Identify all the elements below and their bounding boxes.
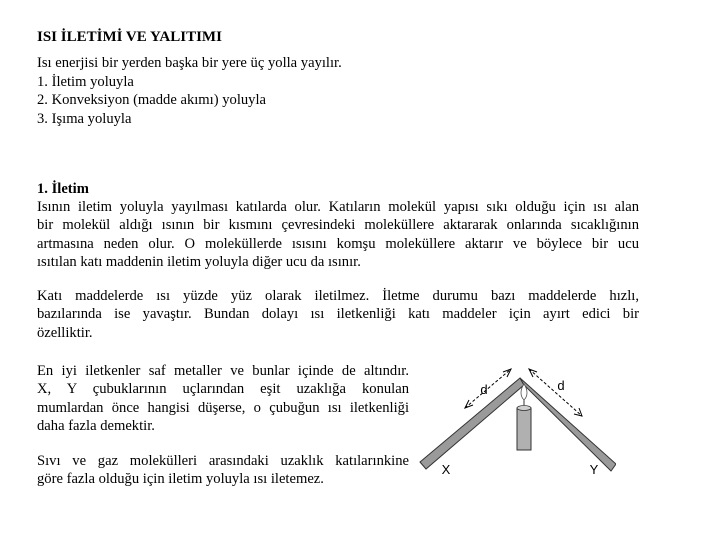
- section-heading: 1. İletim: [37, 181, 89, 197]
- paragraph-line: bir molekül aldığı ısının bir kısmını çevresindeki moleküllere aktararak onlarında sıcaklığının: [37, 217, 639, 234]
- paragraph-line: artmasına neden olur. O moleküllerde ısısını komşu moleküllere aktarır ve böylece bir ucu: [37, 235, 639, 252]
- label-y: Y: [589, 462, 599, 477]
- intro-item: 2. Konveksiyon (madde akımı) yoluyla: [37, 92, 266, 109]
- paragraph-line: X, Y çubuklarının uçlarından eşit uzaklığa konulan: [37, 381, 409, 398]
- paragraph-line: En iyi iletkenler saf metaller ve bunlar içinde de altındır.: [37, 363, 409, 379]
- label-d-right: d: [557, 378, 565, 393]
- paragraph-line: ısıtılan katı maddenin iletim yoluyla diğer ucu da ısınır.: [37, 254, 361, 271]
- paragraph-line: Sıvı ve gaz molekülleri arasındaki uzaklık katılarınkine: [37, 453, 409, 469]
- intro-lead: Isı enerjisi bir yerden başka bir yere üç yolla yayılır.: [37, 55, 342, 71]
- conduction-figure: [416, 358, 616, 486]
- paragraph-line: daha fazla demektir.: [37, 418, 155, 435]
- rod-y: [520, 378, 616, 471]
- paragraph-conduction: [37, 198, 639, 272]
- dimension-right: [529, 369, 582, 416]
- label-d-left: d: [480, 382, 488, 397]
- paragraph-conductivity: [37, 287, 639, 342]
- paragraph-fluids: [37, 452, 409, 489]
- paragraph-line: özelliktir.: [37, 324, 93, 341]
- arrowhead: [503, 369, 511, 377]
- candle-body: [517, 408, 531, 450]
- paragraph-line: Isının iletim yoluyla yayılması katılarda olur. Katıların molekül yapısı sıkı olduğu için ısı alan: [37, 199, 639, 215]
- paragraph-line: göre fazla olduğu için iletim yoluyla ısı iletemez.: [37, 471, 324, 488]
- intro-block: [37, 54, 342, 128]
- paragraph-best-conductors: [37, 362, 409, 436]
- label-x: X: [441, 462, 451, 477]
- page-title: ISI İLETİMİ VE YALITIMI: [37, 29, 222, 45]
- paragraph-line: bazılarında ise yavaştır. Bundan dolayı ısı iletkenliği katı maddeler için ayırt edici bir: [37, 306, 639, 323]
- paragraph-line: mumlardan önce hangisi düşerse, o çubuğun ısı iletkenliği: [37, 399, 409, 416]
- intro-item: 3. Işıma yoluyla: [37, 110, 132, 127]
- candle-top: [517, 406, 531, 411]
- intro-item: 1. İletim yoluyla: [37, 73, 134, 90]
- paragraph-line: Katı maddelerde ısı yüzde yüz olarak iletilmez. İletme durumu bazı maddelerde hızlı,: [37, 288, 639, 304]
- rod-x: [420, 378, 524, 469]
